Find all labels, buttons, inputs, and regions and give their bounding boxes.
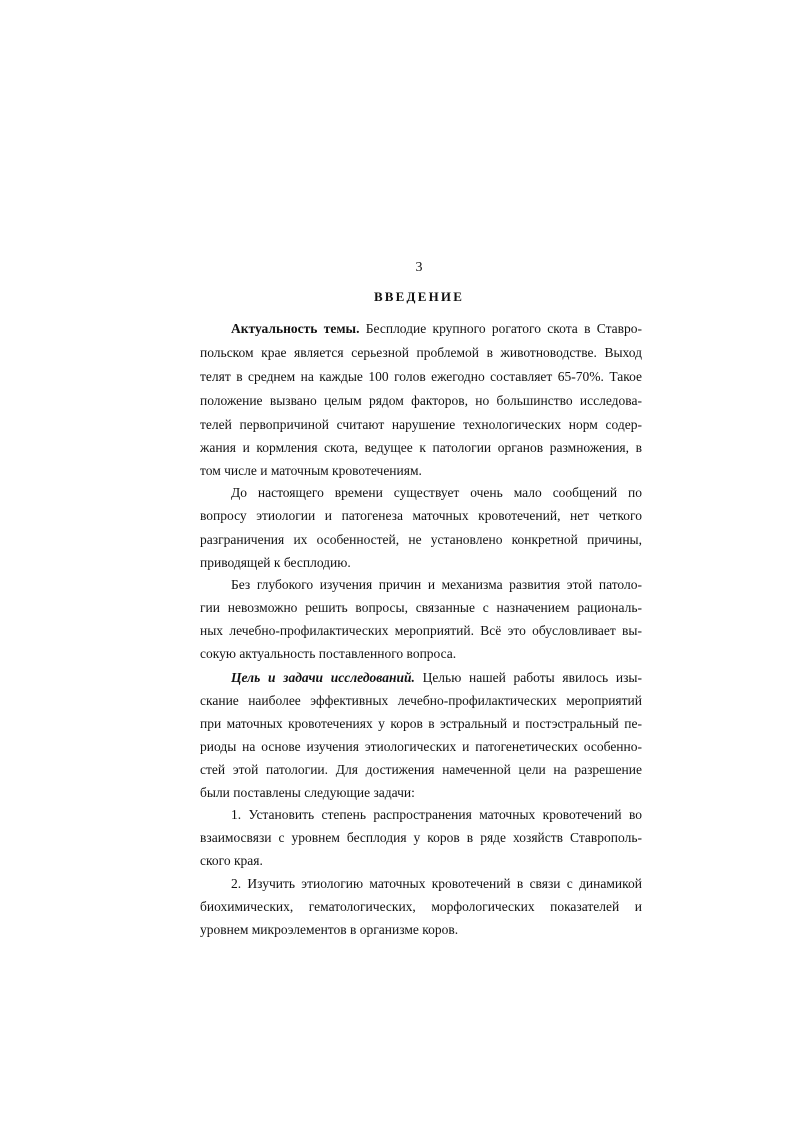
paragraph-study-line-3: ных лечебно-профилактических мероприятий. Всё это обусловливает вы- <box>200 623 642 638</box>
paragraph-goal-line-3: при маточных кровотечениях у коров в эстральный и постэстральный пе- <box>200 716 642 731</box>
paragraph-relevance-line-7: том числе и маточным кровотечениям. <box>200 463 422 478</box>
task-2-line-3: уровнем микроэлементов в организме коров. <box>200 922 459 937</box>
paragraph-study-line-2: гии невозможно решить вопросы, связанные с назначением рациональ- <box>200 600 642 615</box>
paragraph-goal-line-1 <box>231 668 642 688</box>
paragraph-relevance-line-4: положение вызвано целым рядом факторов, но большинство исследова- <box>200 393 642 408</box>
paragraph-relevance-line-6: жания и кормления скота, ведущее к патологии органов размножения, в <box>200 440 642 455</box>
paragraph-relevance-line-1 <box>231 319 642 339</box>
task-1-line-1: 1. Установить степень распространения маточных кровотечений во <box>231 807 642 822</box>
paragraph-relevance-line-3: телят в среднем на каждые 100 голов ежегодно составляет 65-70%. Такое <box>200 369 642 384</box>
task-1-line-2: взаимосвязи с уровнем бесплодия у коров в ряде хозяйств Ставрополь- <box>200 830 642 845</box>
task-2-line-2: биохимических, гематологических, морфологических показателей и <box>200 899 642 914</box>
paragraph-state-line-2: вопросу этиологии и патогенеза маточных кровотечений, нет четкого <box>200 508 642 523</box>
paragraph-goal-line-5: стей этой патологии. Для достижения намеченной цели на разрешение <box>200 762 642 777</box>
section-title: ВВЕДЕНИЕ <box>373 289 465 304</box>
paragraph-study-line-4: сокую актуальность поставленного вопроса. <box>200 646 457 661</box>
paragraph-goal-line-4: риоды на основе изучения этиологических и патогенетических особенно- <box>200 739 642 754</box>
paragraph-relevance-line-5: телей первопричиной считают нарушение технологических норм содер- <box>200 417 642 432</box>
relevance-heading: Актуальность темы. <box>231 321 360 336</box>
paragraph-goal-line-2: скание наиболее эффективных лечебно-профилактических мероприятий <box>200 693 642 708</box>
goal-line-1-text: Целью нашей работы явилось изы- <box>414 670 642 685</box>
paragraph-state-line-4: приводящей к бесплодию. <box>200 555 351 570</box>
paragraph-state-line-3: разграничения их особенностей, не установлено конкретной причины, <box>200 532 642 547</box>
relevance-line-1-text: Бесплодие крупного рогатого скота в Ставро- <box>359 321 642 336</box>
paragraph-study-line-1: Без глубокого изучения причин и механизма развития этой патоло- <box>231 577 642 592</box>
paragraph-relevance-line-2: польском крае является серьезной проблемой в животноводстве. Выход <box>200 345 642 360</box>
paragraph-state-line-1: До настоящего времени существует очень мало сообщений по <box>231 485 642 500</box>
page-number: 3 <box>415 260 423 275</box>
task-2-line-1: 2. Изучить этиологию маточных кровотечений в связи с динамикой <box>231 876 642 891</box>
task-1-line-3: ского края. <box>200 853 263 868</box>
goal-heading: Цель и задачи исследований. <box>231 670 415 685</box>
paragraph-goal-line-6: были поставлены следующие задачи: <box>200 785 415 800</box>
